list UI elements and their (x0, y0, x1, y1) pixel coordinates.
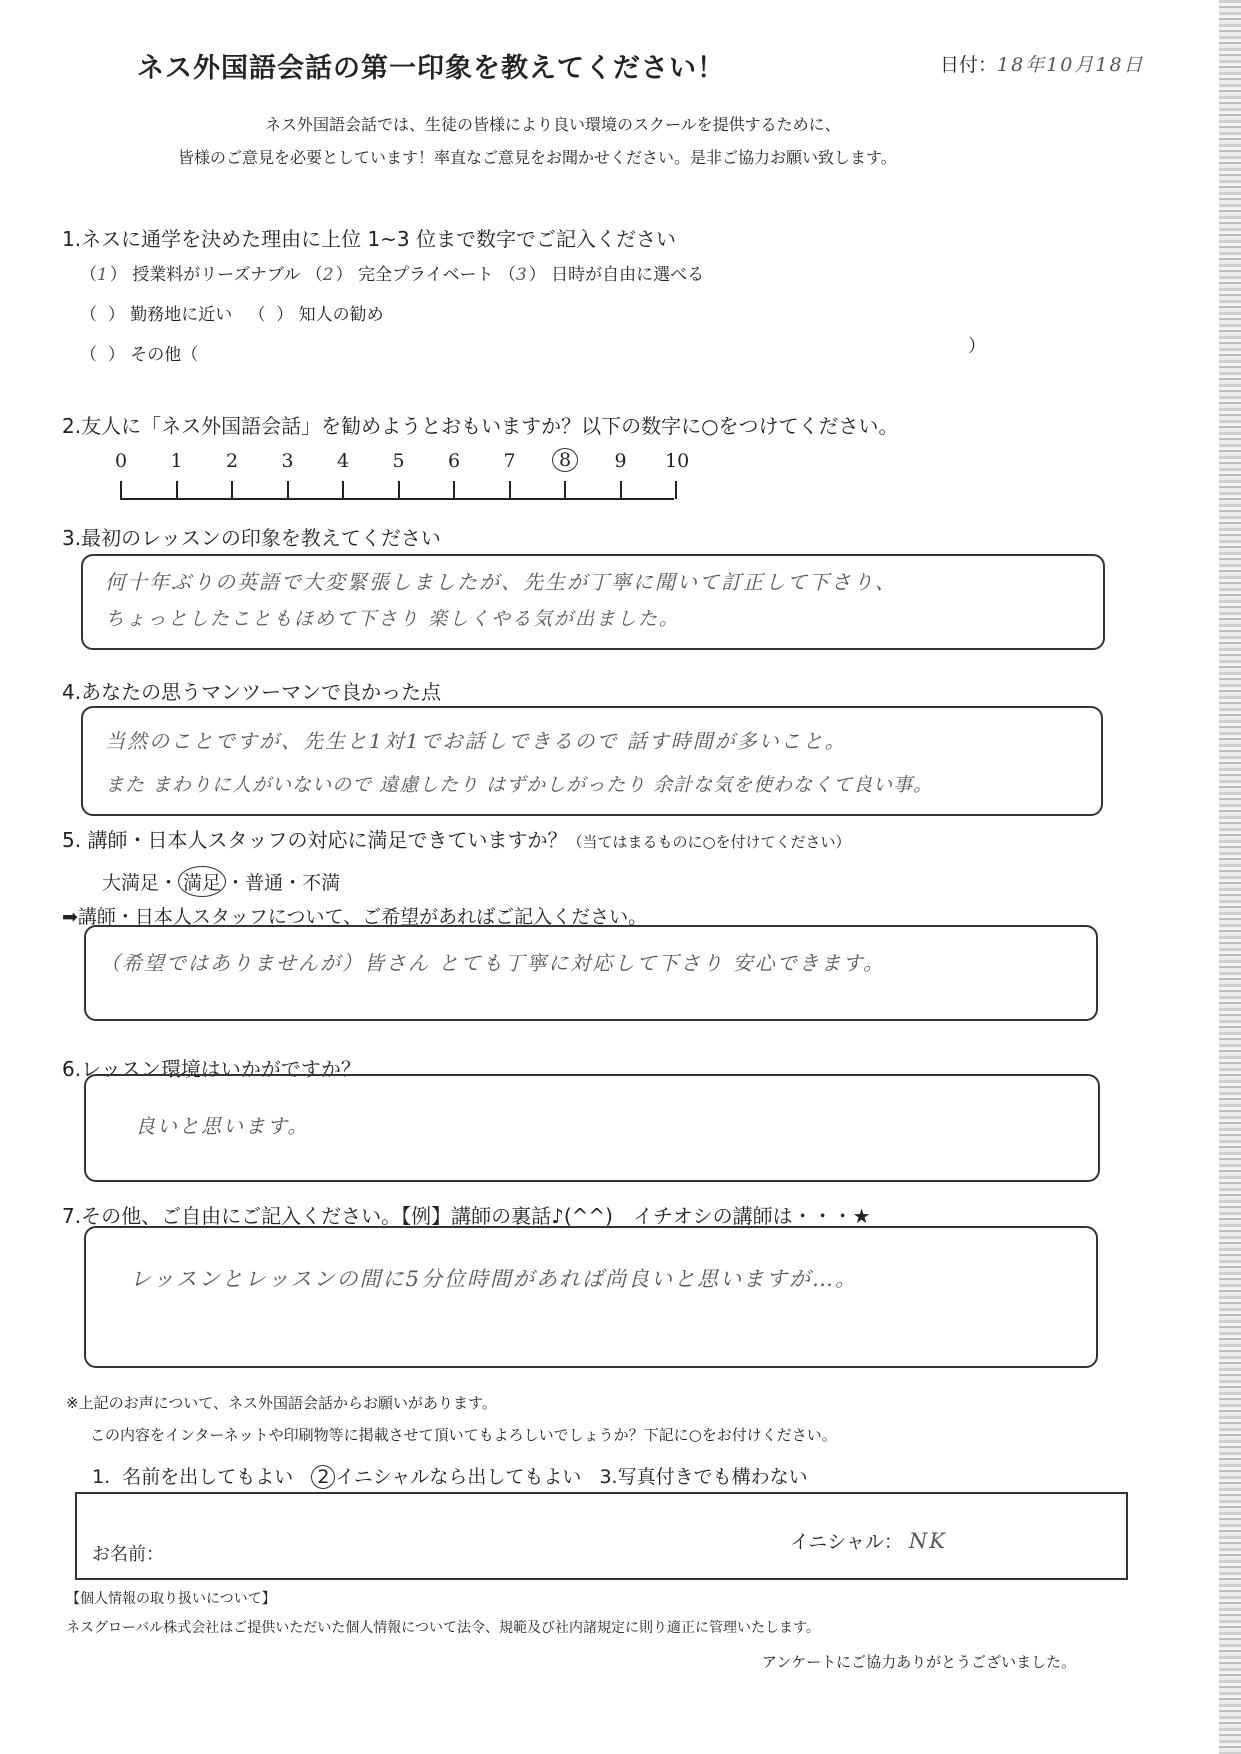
scan-edge (1219, 0, 1241, 1754)
q3-answer-line-2: ちょっとしたこともほめて下さり 楽しくやる気が出ました。 (105, 608, 681, 630)
name-box (75, 1492, 1128, 1580)
scale-number-5[interactable]: 5 (392, 450, 405, 472)
q1-option-4[interactable]: （ ） 勤務地に近い (80, 305, 233, 325)
q7-question: 7.その他、ご自由にご記入ください。【例】講師の裏話♪(^^) イチオシの講師は・・・★ (62, 1204, 871, 1228)
scale-tick (231, 481, 233, 499)
q1-option-5[interactable]: （ ） 知人の勧め (248, 305, 384, 325)
q1-row-2 (80, 300, 384, 325)
scale-tick (675, 481, 677, 499)
scale-tick (398, 481, 400, 499)
q3-question: 3.最初のレッスンの印象を教えてください (62, 526, 441, 550)
q5-choice-normal[interactable]: 普通 (245, 872, 284, 894)
scale-number-7[interactable]: 7 (503, 450, 516, 472)
thanks-text: アンケートにご協力ありがとうございました。 (762, 1653, 1077, 1671)
scale-number-1[interactable]: 1 (170, 450, 183, 472)
arrow-right-icon: ➡ (62, 906, 78, 928)
q5-choice-very-satisfied[interactable]: 大満足 (102, 872, 160, 894)
consent-note-1: ※上記のお声について、ネス外国語会話からお願いがあります。 (66, 1394, 497, 1412)
initial-label: イニシャル： (790, 1531, 903, 1553)
q4-answer-box[interactable] (81, 706, 1103, 816)
q1-other-close: ） (968, 336, 986, 357)
initial-field[interactable] (790, 1527, 947, 1554)
q7-answer-box[interactable] (84, 1226, 1098, 1368)
q1-option-2[interactable]: （2） 完全プライベート (305, 265, 494, 285)
intro-line-2: 皆様のご意見を必要としています！率直なご意見をお聞かせください。是非ご協力お願い致します。 (178, 148, 897, 167)
q5-choice-satisfied[interactable]: 満足 (178, 866, 226, 897)
scale-number-0[interactable]: 0 (115, 450, 128, 472)
privacy-heading: 【個人情報の取り扱いについて】 (66, 1591, 276, 1607)
q1-option-1[interactable]: （1） 授業料がリーズナブル (80, 265, 301, 285)
scale-number-6[interactable]: 6 (448, 450, 461, 472)
q5-note: （当てはまるものに○を付けてください） (567, 833, 851, 851)
scale-number-4[interactable]: 4 (337, 450, 350, 472)
intro-line-1: ネス外国語会話では、生徒の皆様により良い環境のスクールを提供するために、 (265, 115, 841, 134)
q5-followup: ➡講師・日本人スタッフについて、ご希望があればご記入ください。 (62, 906, 648, 928)
consent-options (92, 1462, 808, 1489)
scale-number-2[interactable]: 2 (226, 450, 239, 472)
q2-question: 2.友人に「ネス外国語会話」を勧めようとおもいますか？以下の数字に○をつけてください。 (62, 414, 899, 438)
scale-number-9[interactable]: 9 (614, 450, 627, 472)
scale-tick (342, 481, 344, 499)
q1-option-6[interactable]: （ ） その他（ (80, 345, 199, 365)
q4-answer-line-1: 当然のことですが、先生と1対1でお話しできるので 話す時間が多いこと。 (105, 729, 847, 753)
scale-number-10[interactable]: 10 (665, 450, 690, 472)
selected-circle: 2 (311, 1465, 335, 1489)
q1-option-3[interactable]: （3） 日時が自由に選べる (498, 265, 705, 285)
scale-tick (453, 481, 455, 499)
consent-note-2: この内容をインターネットや印刷物等に掲載させて頂いてもよろしいでしょうか？下記に○をお付けください。 (90, 1426, 837, 1444)
q5-choice-unsatisfied[interactable]: 不満 (302, 872, 341, 894)
privacy-text: ネスグローバル株式会社はご提供いただいた個人情報について法令、規範及び社内諸規定に則り適正に管理いたします。 (66, 1620, 820, 1636)
scale-tick (509, 481, 511, 499)
q5-answer: （希望ではありませんが）皆さん とても丁寧に対応して下さり 安心できます。 (100, 951, 886, 975)
q1-row-3 (80, 340, 198, 365)
scale-number-8[interactable]: 8 (552, 448, 578, 472)
scale-tick (176, 481, 178, 499)
q6-question: 6.レッスン環境はいかがですか？ (62, 1057, 361, 1081)
date-value: 18年10月18日 (997, 54, 1145, 76)
scale-tick (620, 481, 622, 499)
consent-option-3[interactable]: 3.写真付きでも構わない (599, 1466, 808, 1488)
q5-choices: 大満足・ 満足 ・普通・不満 (102, 866, 340, 897)
date-label: 日付： (940, 54, 998, 76)
page-title: ネス外国語会話の第一印象を教えてください！ (137, 53, 725, 84)
scale-tick (120, 481, 122, 499)
q4-question: 4.あなたの思うマンツーマンで良かった点 (62, 680, 442, 704)
q1-question: 1.ネスに通学を決めた理由に上位 1~3 位まで数字でご記入ください (62, 227, 677, 251)
q7-answer: レッスンとレッスンの間に5分位時間があれば尚良いと思いますが…。 (130, 1267, 858, 1291)
consent-option-1[interactable]: 1. 名前を出してもよい (92, 1466, 294, 1488)
scale-number-3[interactable]: 3 (281, 450, 294, 472)
name-label: お名前： (92, 1544, 164, 1565)
initial-value: NK (908, 1529, 947, 1553)
q3-answer-line-1: 何十年ぶりの英語で大変緊張しましたが、先生が丁寧に聞いて訂正して下さり、 (105, 570, 897, 594)
q5-question: 5. 講師・日本人スタッフの対応に満足できていますか？（当てはまるものに○を付けてください） (62, 828, 851, 852)
q1-row-1 (80, 260, 704, 285)
q6-answer: 良いと思います。 (135, 1114, 310, 1138)
consent-option-2[interactable]: 2 イニシャルなら出してもよい (311, 1466, 581, 1488)
scale-tick (287, 481, 289, 499)
date-field[interactable] (940, 50, 1145, 77)
q4-answer-line-2: また まわりに人がいないので 遠慮したり はずかしがったり 余計な気を使わなくて良い事。 (105, 774, 934, 796)
scale-tick (564, 481, 566, 499)
